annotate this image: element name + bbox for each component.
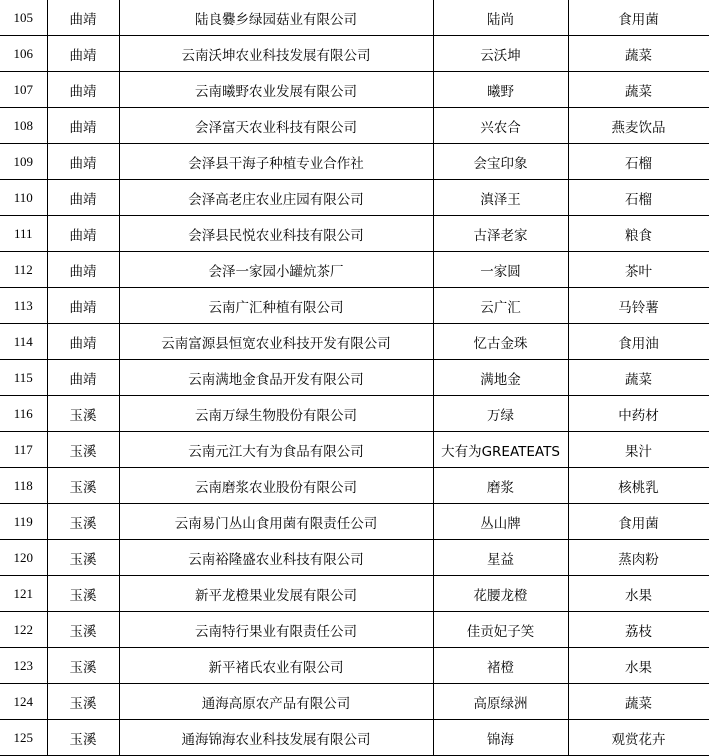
table-row	[0, 108, 709, 144]
table-row	[0, 36, 709, 72]
company-name-cell: 云南特行果业有限责任公司	[119, 612, 433, 648]
row-number-cell: 108	[0, 108, 47, 144]
company-name-cell: 云南富源县恒宽农业科技开发有限公司	[119, 324, 433, 360]
row-number-cell: 119	[0, 504, 47, 540]
table-row	[0, 72, 709, 108]
table-row	[0, 684, 709, 720]
company-name-cell: 云南曦野农业发展有限公司	[119, 72, 433, 108]
table-row	[0, 324, 709, 360]
row-number-cell: 113	[0, 288, 47, 324]
city-cell: 曲靖	[47, 36, 119, 72]
product-category-cell: 蔬菜	[568, 684, 709, 720]
company-name-cell: 通海高原农产品有限公司	[119, 684, 433, 720]
table-row	[0, 216, 709, 252]
company-name-cell: 会泽县干海子种植专业合作社	[119, 144, 433, 180]
row-number-cell: 109	[0, 144, 47, 180]
company-name-cell: 会泽富天农业科技有限公司	[119, 108, 433, 144]
city-cell: 玉溪	[47, 504, 119, 540]
brand-cell: 满地金	[433, 360, 568, 396]
product-category-cell: 蒸肉粉	[568, 540, 709, 576]
city-cell: 玉溪	[47, 612, 119, 648]
table-row	[0, 540, 709, 576]
brand-cell: 丛山牌	[433, 504, 568, 540]
city-cell: 曲靖	[47, 72, 119, 108]
product-category-cell: 蔬菜	[568, 36, 709, 72]
city-cell: 玉溪	[47, 432, 119, 468]
brand-cell: 忆古金珠	[433, 324, 568, 360]
brand-cell: 云广汇	[433, 288, 568, 324]
row-number-cell: 116	[0, 396, 47, 432]
city-cell: 玉溪	[47, 684, 119, 720]
row-number-cell: 110	[0, 180, 47, 216]
brand-cell: 云沃坤	[433, 36, 568, 72]
company-name-cell: 云南万绿生物股份有限公司	[119, 396, 433, 432]
row-number-cell: 123	[0, 648, 47, 684]
city-cell: 曲靖	[47, 180, 119, 216]
city-cell: 玉溪	[47, 468, 119, 504]
brand-cell: 陆尚	[433, 0, 568, 36]
row-number-cell: 111	[0, 216, 47, 252]
table-row	[0, 432, 709, 468]
company-name-cell: 云南元江大有为食品有限公司	[119, 432, 433, 468]
company-name-cell: 云南广汇种植有限公司	[119, 288, 433, 324]
table-row	[0, 504, 709, 540]
company-name-cell: 新平龙橙果业发展有限公司	[119, 576, 433, 612]
product-category-cell: 水果	[568, 576, 709, 612]
product-category-cell: 荔枝	[568, 612, 709, 648]
product-category-cell: 粮食	[568, 216, 709, 252]
city-cell: 玉溪	[47, 396, 119, 432]
row-number-cell: 115	[0, 360, 47, 396]
table-row	[0, 468, 709, 504]
row-number-cell: 117	[0, 432, 47, 468]
product-category-cell: 石榴	[568, 144, 709, 180]
row-number-cell: 106	[0, 36, 47, 72]
row-number-cell: 120	[0, 540, 47, 576]
table-row	[0, 180, 709, 216]
table-row	[0, 288, 709, 324]
company-name-cell: 云南满地金食品开发有限公司	[119, 360, 433, 396]
city-cell: 曲靖	[47, 144, 119, 180]
brand-cell: 兴农合	[433, 108, 568, 144]
row-number-cell: 112	[0, 252, 47, 288]
brand-cell: 褚橙	[433, 648, 568, 684]
table-row	[0, 720, 709, 756]
product-category-cell: 茶叶	[568, 252, 709, 288]
product-category-cell: 马铃薯	[568, 288, 709, 324]
city-cell: 玉溪	[47, 648, 119, 684]
row-number-cell: 118	[0, 468, 47, 504]
row-number-cell: 124	[0, 684, 47, 720]
table-row	[0, 396, 709, 432]
table-row	[0, 648, 709, 684]
row-number-cell: 105	[0, 0, 47, 36]
company-name-cell: 陆良爨乡绿园菇业有限公司	[119, 0, 433, 36]
product-category-cell: 蔬菜	[568, 72, 709, 108]
city-cell: 曲靖	[47, 108, 119, 144]
city-cell: 玉溪	[47, 540, 119, 576]
table-row	[0, 252, 709, 288]
company-name-cell: 会泽县民悦农业科技有限公司	[119, 216, 433, 252]
brand-cell: 万绿	[433, 396, 568, 432]
table-row	[0, 576, 709, 612]
product-category-cell: 燕麦饮品	[568, 108, 709, 144]
product-category-cell: 石榴	[568, 180, 709, 216]
product-category-cell: 中药材	[568, 396, 709, 432]
city-cell: 曲靖	[47, 288, 119, 324]
product-category-cell: 食用菌	[568, 504, 709, 540]
table-row	[0, 360, 709, 396]
row-number-cell: 125	[0, 720, 47, 756]
brand-cell: 滇泽王	[433, 180, 568, 216]
city-cell: 曲靖	[47, 360, 119, 396]
row-number-cell: 122	[0, 612, 47, 648]
table-row	[0, 612, 709, 648]
product-category-cell: 食用油	[568, 324, 709, 360]
brand-cell: 会宝印象	[433, 144, 568, 180]
company-name-cell: 新平褚氏农业有限公司	[119, 648, 433, 684]
brand-cell: 花腰龙橙	[433, 576, 568, 612]
company-name-cell: 云南磨浆农业股份有限公司	[119, 468, 433, 504]
product-category-cell: 核桃乳	[568, 468, 709, 504]
row-number-cell: 114	[0, 324, 47, 360]
product-category-cell: 水果	[568, 648, 709, 684]
table-row	[0, 0, 709, 36]
brand-cell: 大有为GREATEATS	[433, 432, 568, 468]
city-cell: 曲靖	[47, 216, 119, 252]
company-name-cell: 云南易门丛山食用菌有限责任公司	[119, 504, 433, 540]
city-cell: 玉溪	[47, 720, 119, 756]
brand-cell: 星益	[433, 540, 568, 576]
company-name-cell: 会泽高老庄农业庄园有限公司	[119, 180, 433, 216]
brand-cell: 一家圆	[433, 252, 568, 288]
company-name-cell: 云南沃坤农业科技发展有限公司	[119, 36, 433, 72]
company-name-cell: 会泽一家园小罐炕茶厂	[119, 252, 433, 288]
product-category-cell: 观赏花卉	[568, 720, 709, 756]
product-category-cell: 蔬菜	[568, 360, 709, 396]
brand-cell: 古泽老家	[433, 216, 568, 252]
city-cell: 曲靖	[47, 324, 119, 360]
city-cell: 曲靖	[47, 252, 119, 288]
brand-cell: 佳贡妃子笑	[433, 612, 568, 648]
brand-cell: 曦野	[433, 72, 568, 108]
company-name-cell: 云南裕隆盛农业科技有限公司	[119, 540, 433, 576]
product-category-cell: 果汁	[568, 432, 709, 468]
brand-cell: 高原绿洲	[433, 684, 568, 720]
row-number-cell: 121	[0, 576, 47, 612]
row-number-cell: 107	[0, 72, 47, 108]
brand-cell: 磨浆	[433, 468, 568, 504]
table-row	[0, 144, 709, 180]
city-cell: 曲靖	[47, 0, 119, 36]
company-name-cell: 通海锦海农业科技发展有限公司	[119, 720, 433, 756]
product-category-cell: 食用菌	[568, 0, 709, 36]
city-cell: 玉溪	[47, 576, 119, 612]
brand-cell: 锦海	[433, 720, 568, 756]
